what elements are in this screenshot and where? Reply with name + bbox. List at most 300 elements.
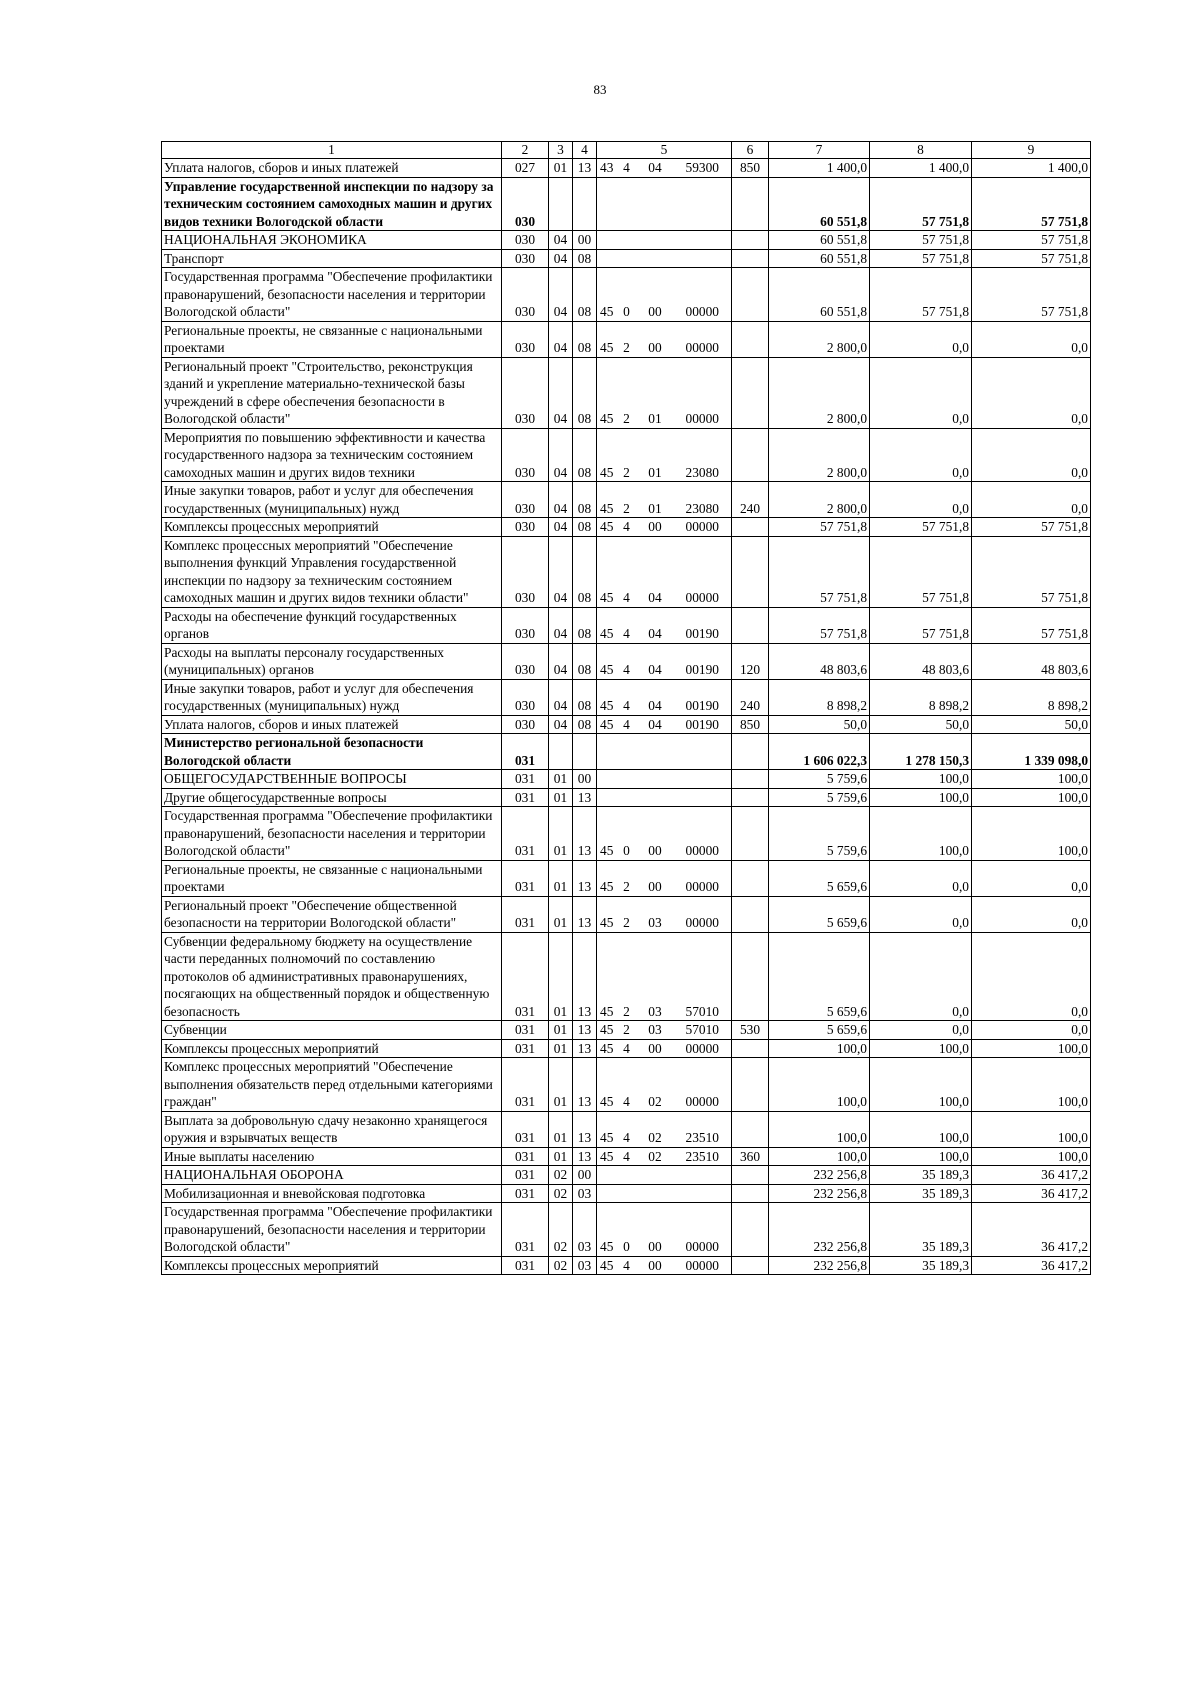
target-code-type	[617, 1166, 637, 1185]
amount-year-3: 100,0	[972, 1039, 1091, 1058]
section-code: 04	[549, 536, 573, 607]
subsection-code: 13	[573, 860, 597, 896]
target-code-event	[637, 231, 674, 250]
col-7-header: 7	[769, 142, 870, 159]
amount-year-1: 232 256,8	[769, 1256, 870, 1275]
amount-year-1: 57 751,8	[769, 536, 870, 607]
col-1-header: 1	[162, 142, 502, 159]
subsection-code: 13	[573, 1021, 597, 1040]
expense-type-code	[732, 1111, 769, 1147]
row-name: Государственная программа "Обеспечение профилактики правонарушений, безопасности населения и территории Вологодской области"	[162, 268, 502, 322]
row-name: НАЦИОНАЛЬНАЯ ОБОРОНА	[162, 1166, 502, 1185]
subsection-code: 08	[573, 536, 597, 607]
subsection-code: 03	[573, 1203, 597, 1257]
target-code-type	[617, 231, 637, 250]
target-code-program: 45	[597, 932, 617, 1021]
target-code-program: 45	[597, 268, 617, 322]
target-code-event: 00	[637, 860, 674, 896]
target-code-direction	[674, 1166, 732, 1185]
row-name: Субвенции	[162, 1021, 502, 1040]
target-code-event	[637, 177, 674, 231]
table-row	[162, 715, 1091, 734]
target-code-type: 4	[617, 643, 637, 679]
expense-type-code	[732, 932, 769, 1021]
amount-year-1: 5 659,6	[769, 932, 870, 1021]
target-code-program: 45	[597, 1039, 617, 1058]
amount-year-1: 2 800,0	[769, 357, 870, 428]
target-code-event: 04	[637, 159, 674, 178]
amount-year-3: 48 803,6	[972, 643, 1091, 679]
chapter-code: 030	[502, 536, 549, 607]
table-row	[162, 807, 1091, 861]
target-code-direction: 00000	[674, 357, 732, 428]
amount-year-3: 100,0	[972, 1111, 1091, 1147]
target-code-event: 00	[637, 807, 674, 861]
expense-type-code: 850	[732, 715, 769, 734]
col-3-header: 3	[549, 142, 573, 159]
amount-year-2: 35 189,3	[870, 1256, 972, 1275]
col-8-header: 8	[870, 142, 972, 159]
target-code-type: 2	[617, 428, 637, 482]
table-row	[162, 231, 1091, 250]
target-code-direction: 23510	[674, 1111, 732, 1147]
target-code-event: 03	[637, 896, 674, 932]
target-code-type: 4	[617, 715, 637, 734]
amount-year-3: 100,0	[972, 1058, 1091, 1112]
section-code: 04	[549, 249, 573, 268]
chapter-code: 030	[502, 321, 549, 357]
target-code-program: 45	[597, 643, 617, 679]
target-code-event	[637, 1166, 674, 1185]
chapter-code: 031	[502, 1166, 549, 1185]
subsection-code: 13	[573, 807, 597, 861]
expense-type-code	[732, 268, 769, 322]
amount-year-1: 60 551,8	[769, 177, 870, 231]
target-code-direction: 00000	[674, 1058, 732, 1112]
amount-year-1: 5 759,6	[769, 770, 870, 789]
target-code-type: 0	[617, 268, 637, 322]
expense-type-code	[732, 807, 769, 861]
expense-type-code	[732, 860, 769, 896]
expense-type-code	[732, 1166, 769, 1185]
target-code-program	[597, 788, 617, 807]
page-number: 83	[593, 82, 607, 97]
expense-type-code	[732, 518, 769, 537]
row-name: Уплата налогов, сборов и иных платежей	[162, 159, 502, 178]
target-code-event	[637, 734, 674, 770]
expense-type-code	[732, 177, 769, 231]
table-row	[162, 1166, 1091, 1185]
amount-year-1: 60 551,8	[769, 231, 870, 250]
target-code-direction	[674, 734, 732, 770]
amount-year-3: 57 751,8	[972, 607, 1091, 643]
amount-year-3: 100,0	[972, 1147, 1091, 1166]
target-code-program	[597, 734, 617, 770]
target-code-direction	[674, 177, 732, 231]
target-code-event	[637, 249, 674, 268]
amount-year-2: 100,0	[870, 1147, 972, 1166]
section-code: 04	[549, 357, 573, 428]
chapter-code: 031	[502, 734, 549, 770]
table-row	[162, 607, 1091, 643]
target-code-type	[617, 1184, 637, 1203]
target-code-direction: 57010	[674, 932, 732, 1021]
target-code-event: 04	[637, 679, 674, 715]
table-row	[162, 249, 1091, 268]
target-code-program: 45	[597, 807, 617, 861]
amount-year-2: 100,0	[870, 1111, 972, 1147]
subsection-code: 13	[573, 1147, 597, 1166]
subsection-code: 13	[573, 1039, 597, 1058]
table-row	[162, 321, 1091, 357]
target-code-event: 02	[637, 1058, 674, 1112]
subsection-code: 13	[573, 896, 597, 932]
target-code-type	[617, 788, 637, 807]
subsection-code: 13	[573, 788, 597, 807]
target-code-program: 45	[597, 1203, 617, 1257]
table-row	[162, 860, 1091, 896]
amount-year-2: 0,0	[870, 321, 972, 357]
table-row	[162, 788, 1091, 807]
section-code: 02	[549, 1166, 573, 1185]
expense-type-code: 120	[732, 643, 769, 679]
section-code: 01	[549, 1111, 573, 1147]
amount-year-2: 57 751,8	[870, 231, 972, 250]
target-code-direction: 00190	[674, 679, 732, 715]
table-row	[162, 518, 1091, 537]
target-code-type: 4	[617, 1147, 637, 1166]
expense-type-code: 240	[732, 679, 769, 715]
target-code-type	[617, 249, 637, 268]
expense-type-code	[732, 607, 769, 643]
target-code-direction	[674, 770, 732, 789]
row-name: Субвенции федеральному бюджету на осуществление части переданных полномочий по составлению протоколов об административных правонарушениях, посягающих на общественный порядок и общественную безопасность	[162, 932, 502, 1021]
amount-year-2: 35 189,3	[870, 1184, 972, 1203]
chapter-code: 030	[502, 231, 549, 250]
target-code-program: 45	[597, 1111, 617, 1147]
amount-year-2: 1 400,0	[870, 159, 972, 178]
target-code-type: 4	[617, 1058, 637, 1112]
amount-year-1: 232 256,8	[769, 1166, 870, 1185]
section-code: 01	[549, 807, 573, 861]
section-code: 04	[549, 518, 573, 537]
amount-year-2: 50,0	[870, 715, 972, 734]
amount-year-3: 0,0	[972, 321, 1091, 357]
subsection-code	[573, 177, 597, 231]
subsection-code: 00	[573, 231, 597, 250]
target-code-program	[597, 249, 617, 268]
target-code-event: 00	[637, 268, 674, 322]
chapter-code: 031	[502, 1147, 549, 1166]
subsection-code: 00	[573, 770, 597, 789]
subsection-code: 13	[573, 1111, 597, 1147]
target-code-direction: 00000	[674, 860, 732, 896]
expense-type-code	[732, 428, 769, 482]
row-name: Комплекс процессных мероприятий "Обеспечение выполнения функций Управления государственной инспекции по надзору за техническим состоянием самоходных машин и других видов техники области"	[162, 536, 502, 607]
table-row	[162, 1021, 1091, 1040]
row-name: Расходы на обеспечение функций государственных органов	[162, 607, 502, 643]
target-code-type: 2	[617, 932, 637, 1021]
subsection-code: 08	[573, 428, 597, 482]
expense-type-code	[732, 1039, 769, 1058]
target-code-type: 4	[617, 1111, 637, 1147]
amount-year-3: 57 751,8	[972, 177, 1091, 231]
amount-year-1: 60 551,8	[769, 249, 870, 268]
chapter-code: 031	[502, 807, 549, 861]
target-code-direction: 59300	[674, 159, 732, 178]
section-code: 02	[549, 1203, 573, 1257]
target-code-direction: 00000	[674, 807, 732, 861]
target-code-event: 03	[637, 932, 674, 1021]
row-name: Расходы на выплаты персоналу государственных (муниципальных) органов	[162, 643, 502, 679]
expense-type-code	[732, 249, 769, 268]
expense-type-code	[732, 896, 769, 932]
amount-year-2: 57 751,8	[870, 518, 972, 537]
target-code-type: 2	[617, 357, 637, 428]
target-code-program	[597, 1184, 617, 1203]
chapter-code: 031	[502, 1256, 549, 1275]
amount-year-1: 8 898,2	[769, 679, 870, 715]
col-4-header: 4	[573, 142, 597, 159]
section-code: 01	[549, 1021, 573, 1040]
expense-type-code: 240	[732, 482, 769, 518]
target-code-program: 45	[597, 679, 617, 715]
expense-type-code	[732, 788, 769, 807]
subsection-code: 08	[573, 518, 597, 537]
table-row	[162, 159, 1091, 178]
subsection-code: 08	[573, 482, 597, 518]
table-row	[162, 932, 1091, 1021]
target-code-type	[617, 177, 637, 231]
subsection-code: 13	[573, 159, 597, 178]
section-code: 04	[549, 679, 573, 715]
amount-year-3: 1 400,0	[972, 159, 1091, 178]
section-code: 04	[549, 607, 573, 643]
amount-year-3: 100,0	[972, 788, 1091, 807]
subsection-code: 13	[573, 932, 597, 1021]
row-name: Мероприятия по повышению эффективности и качества государственного надзора за техническим состоянием самоходных машин и других видов техники	[162, 428, 502, 482]
expense-type-code	[732, 231, 769, 250]
section-code: 04	[549, 643, 573, 679]
target-code-program: 45	[597, 321, 617, 357]
section-code: 01	[549, 1039, 573, 1058]
section-code: 04	[549, 482, 573, 518]
amount-year-3: 57 751,8	[972, 518, 1091, 537]
column-number-row	[162, 142, 1091, 159]
amount-year-2: 57 751,8	[870, 268, 972, 322]
target-code-direction: 23080	[674, 482, 732, 518]
section-code: 01	[549, 1147, 573, 1166]
target-code-type: 0	[617, 807, 637, 861]
amount-year-2: 0,0	[870, 860, 972, 896]
table-row	[162, 1184, 1091, 1203]
target-code-event: 04	[637, 536, 674, 607]
chapter-code: 031	[502, 770, 549, 789]
row-name: Транспорт	[162, 249, 502, 268]
target-code-event: 00	[637, 1203, 674, 1257]
target-code-event: 00	[637, 321, 674, 357]
chapter-code: 027	[502, 159, 549, 178]
amount-year-2: 57 751,8	[870, 177, 972, 231]
amount-year-1: 2 800,0	[769, 482, 870, 518]
row-name: Комплексы процессных мероприятий	[162, 518, 502, 537]
section-code: 01	[549, 770, 573, 789]
target-code-event: 02	[637, 1111, 674, 1147]
subsection-code	[573, 734, 597, 770]
target-code-event: 04	[637, 607, 674, 643]
table-row	[162, 734, 1091, 770]
section-code: 01	[549, 896, 573, 932]
subsection-code: 08	[573, 357, 597, 428]
target-code-type: 2	[617, 321, 637, 357]
chapter-code: 031	[502, 788, 549, 807]
target-code-type: 4	[617, 159, 637, 178]
target-code-direction: 23080	[674, 428, 732, 482]
target-code-type: 4	[617, 1256, 637, 1275]
target-code-program: 43	[597, 159, 617, 178]
amount-year-1: 2 800,0	[769, 428, 870, 482]
chapter-code: 031	[502, 1058, 549, 1112]
amount-year-1: 232 256,8	[769, 1184, 870, 1203]
target-code-program	[597, 231, 617, 250]
row-name: Региональный проект "Обеспечение общественной безопасности на территории Вологодской области"	[162, 896, 502, 932]
target-code-program	[597, 177, 617, 231]
section-code: 04	[549, 321, 573, 357]
amount-year-3: 57 751,8	[972, 231, 1091, 250]
target-code-type: 0	[617, 1203, 637, 1257]
subsection-code: 03	[573, 1256, 597, 1275]
amount-year-1: 50,0	[769, 715, 870, 734]
target-code-direction: 00000	[674, 1039, 732, 1058]
target-code-event: 00	[637, 1039, 674, 1058]
row-name: Министерство региональной безопасности Вологодской области	[162, 734, 502, 770]
chapter-code: 030	[502, 482, 549, 518]
target-code-type: 4	[617, 679, 637, 715]
target-code-program: 45	[597, 357, 617, 428]
amount-year-3: 36 417,2	[972, 1184, 1091, 1203]
target-code-direction	[674, 231, 732, 250]
chapter-code: 030	[502, 607, 549, 643]
row-name: Иные выплаты населению	[162, 1147, 502, 1166]
target-code-event	[637, 788, 674, 807]
amount-year-2: 0,0	[870, 1021, 972, 1040]
table-row	[162, 536, 1091, 607]
chapter-code: 031	[502, 1021, 549, 1040]
amount-year-3: 100,0	[972, 770, 1091, 789]
table-row	[162, 1058, 1091, 1112]
target-code-direction	[674, 1184, 732, 1203]
target-code-type: 4	[617, 536, 637, 607]
amount-year-2: 100,0	[870, 1039, 972, 1058]
amount-year-3: 0,0	[972, 428, 1091, 482]
subsection-code: 08	[573, 643, 597, 679]
amount-year-1: 5 659,6	[769, 860, 870, 896]
row-name: Иные закупки товаров, работ и услуг для обеспечения государственных (муниципальных) нужд	[162, 679, 502, 715]
amount-year-2: 0,0	[870, 932, 972, 1021]
chapter-code: 030	[502, 643, 549, 679]
target-code-program: 45	[597, 1256, 617, 1275]
target-code-direction: 23510	[674, 1147, 732, 1166]
target-code-event: 01	[637, 428, 674, 482]
amount-year-3: 100,0	[972, 807, 1091, 861]
target-code-type	[617, 734, 637, 770]
target-code-direction: 00000	[674, 896, 732, 932]
table-row	[162, 643, 1091, 679]
table-row	[162, 770, 1091, 789]
amount-year-2: 0,0	[870, 896, 972, 932]
target-code-direction: 00000	[674, 1256, 732, 1275]
amount-year-3: 36 417,2	[972, 1166, 1091, 1185]
amount-year-2: 100,0	[870, 770, 972, 789]
subsection-code: 08	[573, 715, 597, 734]
amount-year-2: 0,0	[870, 482, 972, 518]
amount-year-1: 1 400,0	[769, 159, 870, 178]
amount-year-1: 1 606 022,3	[769, 734, 870, 770]
target-code-type	[617, 770, 637, 789]
amount-year-1: 5 659,6	[769, 896, 870, 932]
table-row	[162, 1203, 1091, 1257]
target-code-event: 00	[637, 1256, 674, 1275]
amount-year-3: 0,0	[972, 1021, 1091, 1040]
row-name: Иные закупки товаров, работ и услуг для обеспечения государственных (муниципальных) нужд	[162, 482, 502, 518]
target-code-direction: 00000	[674, 321, 732, 357]
target-code-type: 4	[617, 607, 637, 643]
amount-year-2: 35 189,3	[870, 1166, 972, 1185]
col-6-header: 6	[732, 142, 769, 159]
amount-year-3: 0,0	[972, 932, 1091, 1021]
amount-year-3: 0,0	[972, 896, 1091, 932]
section-code: 01	[549, 159, 573, 178]
expense-type-code: 850	[732, 159, 769, 178]
amount-year-3: 57 751,8	[972, 536, 1091, 607]
chapter-code: 030	[502, 679, 549, 715]
target-code-program: 45	[597, 896, 617, 932]
amount-year-2: 57 751,8	[870, 249, 972, 268]
expense-type-code	[732, 1203, 769, 1257]
table-row	[162, 268, 1091, 322]
chapter-code: 030	[502, 428, 549, 482]
amount-year-1: 5 759,6	[769, 788, 870, 807]
amount-year-2: 57 751,8	[870, 607, 972, 643]
target-code-direction: 00190	[674, 715, 732, 734]
amount-year-2: 35 189,3	[870, 1203, 972, 1257]
table-row	[162, 1147, 1091, 1166]
target-code-direction: 00190	[674, 607, 732, 643]
row-name: НАЦИОНАЛЬНАЯ ЭКОНОМИКА	[162, 231, 502, 250]
amount-year-1: 100,0	[769, 1058, 870, 1112]
amount-year-2: 100,0	[870, 788, 972, 807]
amount-year-3: 36 417,2	[972, 1203, 1091, 1257]
table-body	[162, 159, 1091, 1275]
table-row	[162, 482, 1091, 518]
expense-type-code: 360	[732, 1147, 769, 1166]
amount-year-1: 48 803,6	[769, 643, 870, 679]
amount-year-1: 100,0	[769, 1039, 870, 1058]
amount-year-2: 1 278 150,3	[870, 734, 972, 770]
amount-year-1: 100,0	[769, 1147, 870, 1166]
chapter-code: 030	[502, 249, 549, 268]
amount-year-3: 0,0	[972, 860, 1091, 896]
subsection-code: 00	[573, 1166, 597, 1185]
amount-year-3: 57 751,8	[972, 249, 1091, 268]
expense-type-code	[732, 1058, 769, 1112]
chapter-code: 031	[502, 932, 549, 1021]
section-code	[549, 734, 573, 770]
target-code-program: 45	[597, 1058, 617, 1112]
subsection-code: 13	[573, 1058, 597, 1112]
row-name: Региональные проекты, не связанные с национальными проектами	[162, 321, 502, 357]
section-code: 01	[549, 932, 573, 1021]
